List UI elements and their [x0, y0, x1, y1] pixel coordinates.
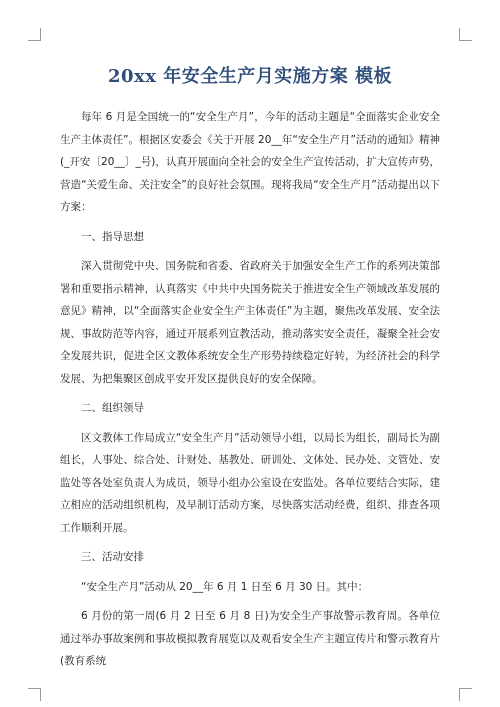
- crop-mark-top-left: [28, 28, 41, 41]
- document-body: [60, 106, 440, 673]
- crop-mark-bottom-left: [28, 688, 41, 701]
- crop-mark-top-right: [459, 28, 472, 41]
- section-heading-guiding-ideology: 一、指导思想: [81, 230, 144, 243]
- intro-paragraph: 每年 6 月是全国统一的“安全生产月”，今年的活动主题是“全面落实企业安全生产主体责任”。根据区安委会《关于开展 20__年“安全生产月”活动的通知》精神(_开安〔20__〕_号)，认真开展面向全社会的安全生产宣传活动，扩大宣传声势，营造“关爱生命、关注安全”的良好社会氛围。现将我局“安全生产月”活动提出以下方案：: [60, 111, 440, 213]
- document-title: 20xx 年安全生产月实施方案 模板: [107, 66, 393, 87]
- first-week-paragraph: 6 月份的第一周(6 月 2 日至 6 月 8 日)为安全生产事故警示教育周。各单位通过举办事故案例和事故模拟教育展览以及观看安全生产主题宣传片和警示教育片(教育系统: [60, 610, 440, 667]
- crop-mark-bottom-right: [459, 688, 472, 701]
- guiding-ideology-paragraph: 深入贯彻党中央、国务院和省委、省政府关于加强安全生产工作的系列决策部署和重要指示精神，认真落实《中共中央国务院关于推进安全生产领域改革发展的意见》精神，以“全面落实企业安全生产主体责任”为主题，聚焦改革发展、安全法规、事故防范等内容，通过开展系列宣教活动，推动落实安全责任，凝聚全社会安全发展共识，促进全区文教体系统安全生产形势持续稳定好转，为经济社会的科学发展、为把集聚区创成平安开发区提供良好的安全保障。: [60, 260, 440, 385]
- section-heading-activity-arrangement: 三、活动安排: [81, 551, 144, 563]
- section-heading-organization: 二、组织领导: [81, 402, 144, 414]
- organization-paragraph: 区文教体工作局成立“安全生产月”活动领导小组，以局长为组长，副局长为副组长，人事处、综合处、计财处、基教处、研训处、文体处、民办处、文管处、安监处等各处室负责人为成员，领导小组办公室设在安监处。各单位要结合实际，建立相应的活动组织机构，及早制订活动方案，尽快落实活动经费，组织、排查各项工作顺利开展。: [60, 431, 440, 534]
- activity-period-paragraph: “安全生产月”活动从 20__年 6 月 1 日至 6 月 30 日。其中：: [81, 580, 369, 593]
